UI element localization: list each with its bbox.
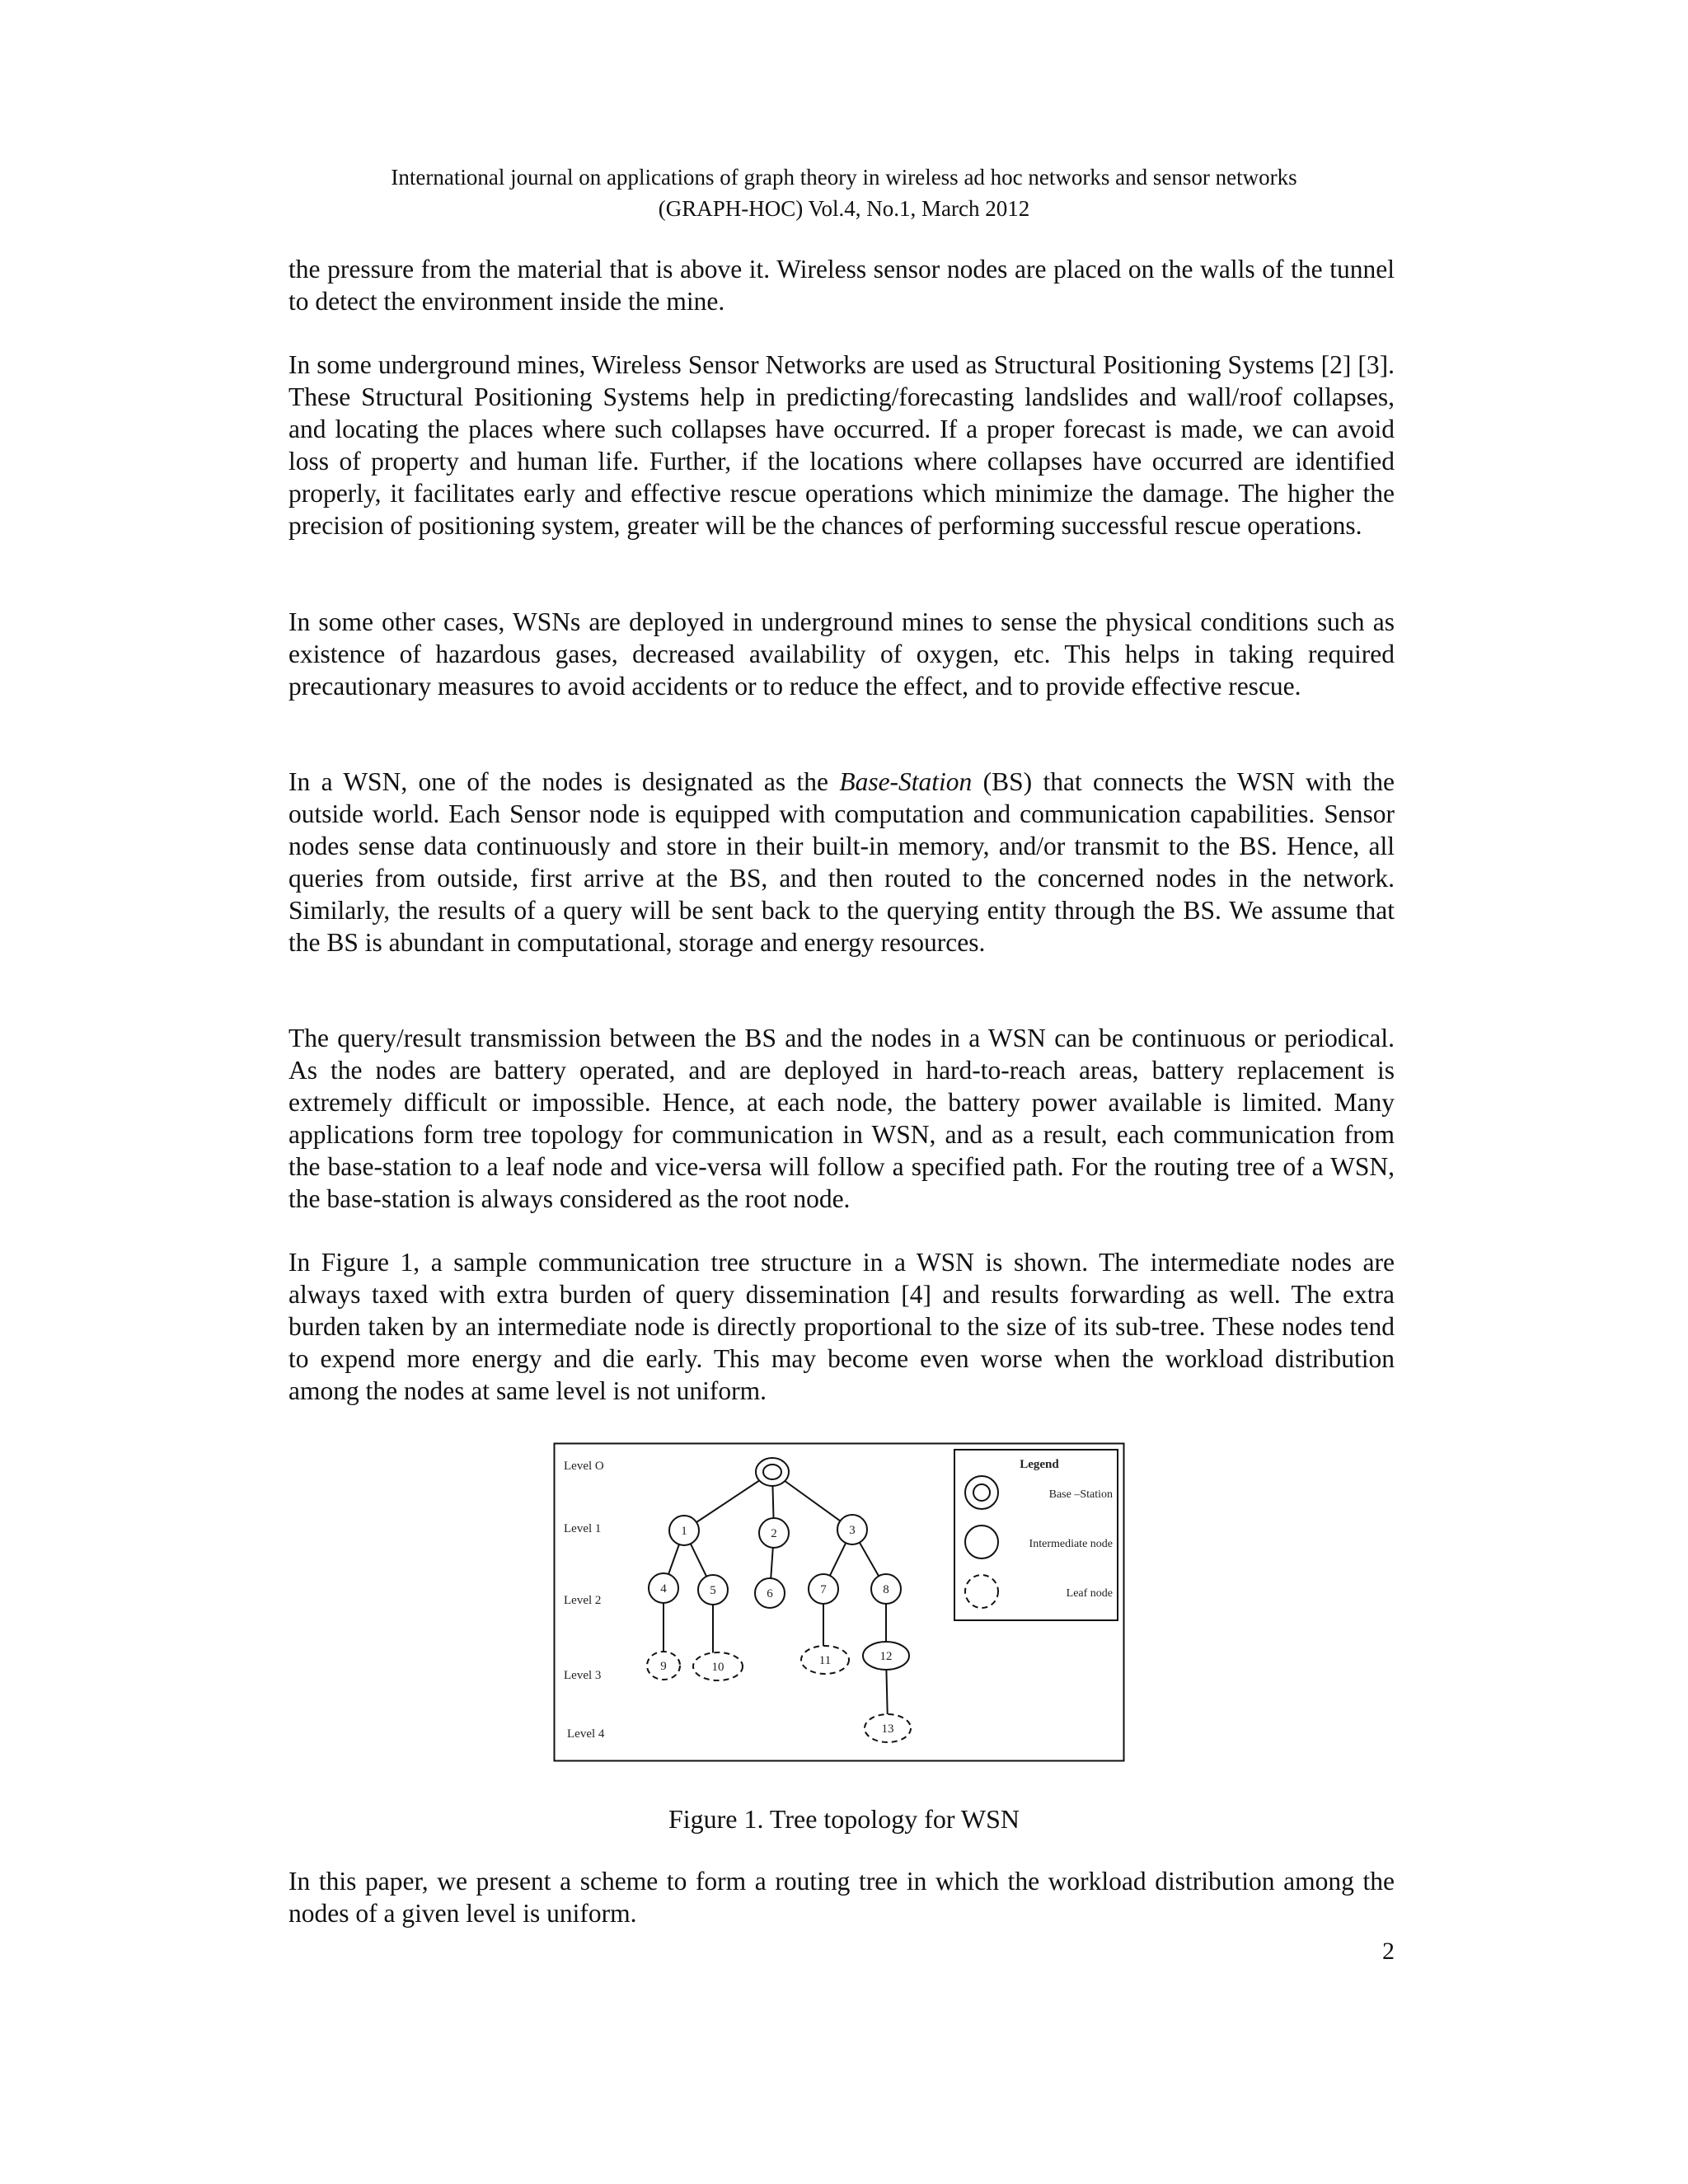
node-10-label: 10: [711, 1661, 724, 1674]
level-0-label: Level O: [564, 1460, 604, 1473]
paragraph-3: In some other cases, WSNs are deployed in underground mines to sense the physical conditions such as existence of hazardous gases, decreased availability of oxygen, etc. This helps in taking required precautionary measures to avoid accidents or to reduce the effect, and to provide effective rescue.: [288, 607, 1395, 701]
node-7-label: 7: [820, 1583, 827, 1596]
node-5-label: 5: [710, 1584, 716, 1597]
node-2-label: 2: [771, 1527, 777, 1540]
node-6-label: 6: [767, 1587, 773, 1601]
level-4-label: Level 4: [567, 1727, 605, 1741]
legend-intermediate-label: Intermediate node: [1029, 1538, 1113, 1550]
node-13-label: 13: [881, 1722, 894, 1736]
legend-intermediate-symbol: [965, 1526, 998, 1558]
legend: [954, 1450, 1118, 1620]
paragraph-4: [288, 766, 1395, 958]
node-8-label: 8: [883, 1583, 889, 1596]
legend-title: Legend: [1020, 1458, 1059, 1471]
paragraph-4-rest: (BS) that connects the WSN with the outside world. Each Sensor node is equipped with computation and communication capabilities. Sensor nodes sense data continuously and store in their built-in memory, and/or transmit to the BS. Hence, all queries from outside, first arrive at the BS, and then routed to the concerned nodes in the network. Similarly, the results of a query will be sent back to the querying entity through the BS. We assume that the BS is abundant in computational, storage and energy resources.: [288, 767, 1395, 957]
node-1-label: 1: [681, 1525, 687, 1538]
base-station-node: [756, 1458, 789, 1486]
running-header: [0, 162, 1688, 224]
level-2-label: Level 2: [564, 1594, 602, 1607]
legend-leaf-label: Leaf node: [1066, 1587, 1113, 1600]
node-labels: [660, 1524, 893, 1736]
tree-diagram: [553, 1442, 1125, 1762]
header-journal-title: International journal on applications of graph theory in wireless ad hoc networks and sensor networks: [391, 165, 1297, 190]
node-12-label: 12: [879, 1650, 893, 1663]
level-3-label: Level 3: [564, 1669, 602, 1682]
node-11-label: 11: [818, 1654, 832, 1667]
figure-caption: Figure 1. Tree topology for WSN: [668, 1804, 1020, 1834]
paragraph-6: In Figure 1, a sample communication tree structure in a WSN is shown. The intermediate nodes are always taxed with extra burden of query dissemination [4] and results forwarding as well. The extra burden taken by an intermediate node is directly proportional to the size of its sub-tree. These nodes tend to expend more energy and die early. This may become even worse when the workload distribution among the nodes at same level is not uniform.: [288, 1248, 1395, 1405]
paragraph-4-start: In a WSN, one of the nodes is designated as the: [288, 767, 840, 796]
paragraph-1: the pressure from the material that is above it. Wireless sensor nodes are placed on the walls of the tunnel to detect the environment inside the mine.: [288, 255, 1395, 316]
legend-base-station-label: Base –Station: [1048, 1488, 1113, 1501]
node-4-label: 4: [660, 1582, 667, 1596]
page-number: 2: [1382, 1938, 1395, 1965]
legend-base-station-symbol: [965, 1476, 998, 1509]
node-9-label: 9: [660, 1660, 667, 1673]
level-1-label: Level 1: [564, 1522, 602, 1535]
paragraph-7: In this paper, we present a scheme to form a routing tree in which the workload distribution among the nodes of a given level is uniform.: [288, 1867, 1395, 1928]
tree-topology-figure: [553, 1442, 1125, 1762]
legend-leaf-symbol: [965, 1575, 998, 1608]
paragraph-5: The query/result transmission between the BS and the nodes in a WSN can be continuous or periodical. As the nodes are battery operated, and are deployed in hard-to-reach areas, battery replacement is extremely difficult or impossible. Hence, at each node, the battery power available is limited. Many applications form tree topology for communication in WSN, and as a result, each communication from the base-station to a leaf node and vice-versa will follow a specified path. For the routing tree of a WSN, the base-station is always considered as the root node.: [288, 1024, 1395, 1213]
header-volume: (GRAPH-HOC) Vol.4, No.1, March 2012: [658, 196, 1030, 221]
paragraph-2: In some underground mines, Wireless Sensor Networks are used as Structural Positioning Systems [2] [3]. These Structural Positioning Systems help in predicting/forecasting landslides and wall/roof collapses, and locating the places where such collapses have occurred. If a proper forecast is made, we can avoid loss of property and human life. Further, if the locations where collapses have occurred are identified properly, it facilitates early and effective rescue operations which minimize the damage. The higher the precision of positioning system, greater will be the chances of performing successful rescue operations.: [288, 350, 1395, 540]
base-station-term: Base-Station: [839, 767, 973, 796]
node-3-label: 3: [849, 1524, 856, 1537]
intermediate-nodes: [649, 1515, 909, 1670]
